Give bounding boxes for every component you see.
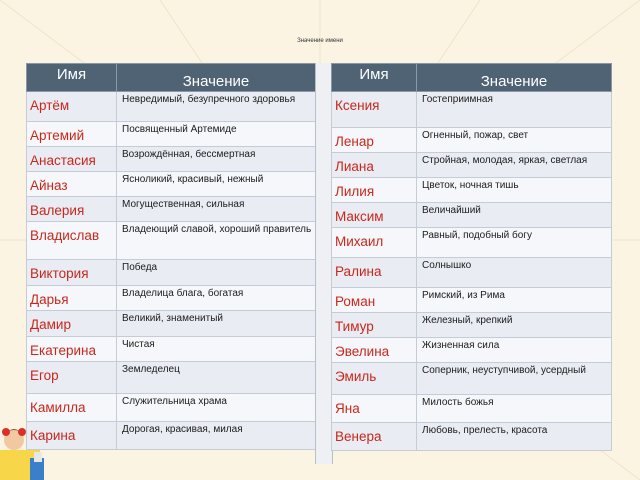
name-cell: Екатерина [27,337,117,362]
meaning-cell: Любовь, прелесть, красота [417,423,612,451]
meaning-cell: Огненный, пожар, свет [417,128,612,153]
meaning-cell: Ясноликий, красивый, нежный [117,172,316,197]
table-row [27,172,316,197]
name-cell: Анастасия [27,147,117,172]
name-cell: Карина [27,422,117,450]
meaning-cell: Солнышко [417,258,612,288]
table-row [332,288,612,313]
table-row [27,260,316,286]
table-row [27,337,316,362]
name-cell: Лилия [332,178,417,203]
name-cell: Ксения [332,92,417,128]
name-cell: Роман [332,288,417,313]
name-cell: Ралина [332,258,417,288]
name-cell: Виктория [27,260,117,286]
name-cell: Максим [332,203,417,228]
table-row [332,423,612,451]
name-cell: Яна [332,395,417,423]
meaning-cell: Гостеприимная [417,92,612,128]
meaning-cell: Победа [117,260,316,286]
meaning-cell: Могущественная, сильная [117,197,316,222]
name-cell: Тимур [332,313,417,338]
header-meaning: Значение [117,64,316,92]
name-cell: Артемий [27,122,117,147]
name-cell: Камилла [27,394,117,422]
table-row [27,222,316,260]
meaning-cell: Невредимый, безупречного здоровья [117,92,316,122]
name-cell: Валерия [27,197,117,222]
table-row [332,363,612,395]
table-row [332,228,612,258]
table-row [27,92,316,122]
meaning-cell: Владеющий славой, хороший правитель [117,222,316,260]
name-cell: Айназ [27,172,117,197]
table-row [27,122,316,147]
header-meaning: Значение [417,64,612,92]
name-cell: Дарья [27,286,117,311]
meaning-cell: Посвященный Артемиде [117,122,316,147]
right-rows [332,92,612,451]
names-table-left [26,63,316,450]
meaning-cell: Возрождённая, бессмертная [117,147,316,172]
name-cell: Лиана [332,153,417,178]
table-row [27,362,316,394]
name-cell: Венера [332,423,417,451]
table-row [332,178,612,203]
name-cell: Артём [27,92,117,122]
meaning-cell: Римский, из Рима [417,288,612,313]
meaning-cell: Дорогая, красивая, милая [117,422,316,450]
header-name: Имя [332,64,417,92]
meaning-cell: Железный, крепкий [417,313,612,338]
meaning-cell: Чистая [117,337,316,362]
meaning-cell: Земледелец [117,362,316,394]
meaning-cell: Милость божья [417,395,612,423]
names-table-right [331,63,612,451]
name-cell: Эвелина [332,338,417,363]
header-name: Имя [27,64,117,92]
meaning-cell: Цветок, ночная тишь [417,178,612,203]
table-row [27,286,316,311]
name-cell: Владислав [27,222,117,260]
table-row [332,338,612,363]
meaning-cell: Стройная, молодая, яркая, светлая [417,153,612,178]
table-row [332,128,612,153]
table-row [27,311,316,337]
table-row [332,313,612,338]
meaning-cell: Жизненная сила [417,338,612,363]
table-row [27,422,316,450]
meaning-cell: Соперник, неуступчивой, усердный [417,363,612,395]
table-row [27,197,316,222]
table-row [332,395,612,423]
name-cell: Михаил [332,228,417,258]
left-rows [27,92,316,450]
table-row [27,394,316,422]
meaning-cell: Служительница храма [117,394,316,422]
slide-title: Значение имени [297,38,343,44]
name-cell: Эмиль [332,363,417,395]
table-row [332,153,612,178]
name-cell: Дамир [27,311,117,337]
table-row [332,258,612,288]
table-row [332,203,612,228]
name-cell: Ленар [332,128,417,153]
meaning-cell: Величайший [417,203,612,228]
meaning-cell: Великий, знаменитый [117,311,316,337]
table-row [27,147,316,172]
table-row [332,92,612,128]
name-cell: Егор [27,362,117,394]
meaning-cell: Владелица блага, богатая [117,286,316,311]
meaning-cell: Равный, подобный богу [417,228,612,258]
